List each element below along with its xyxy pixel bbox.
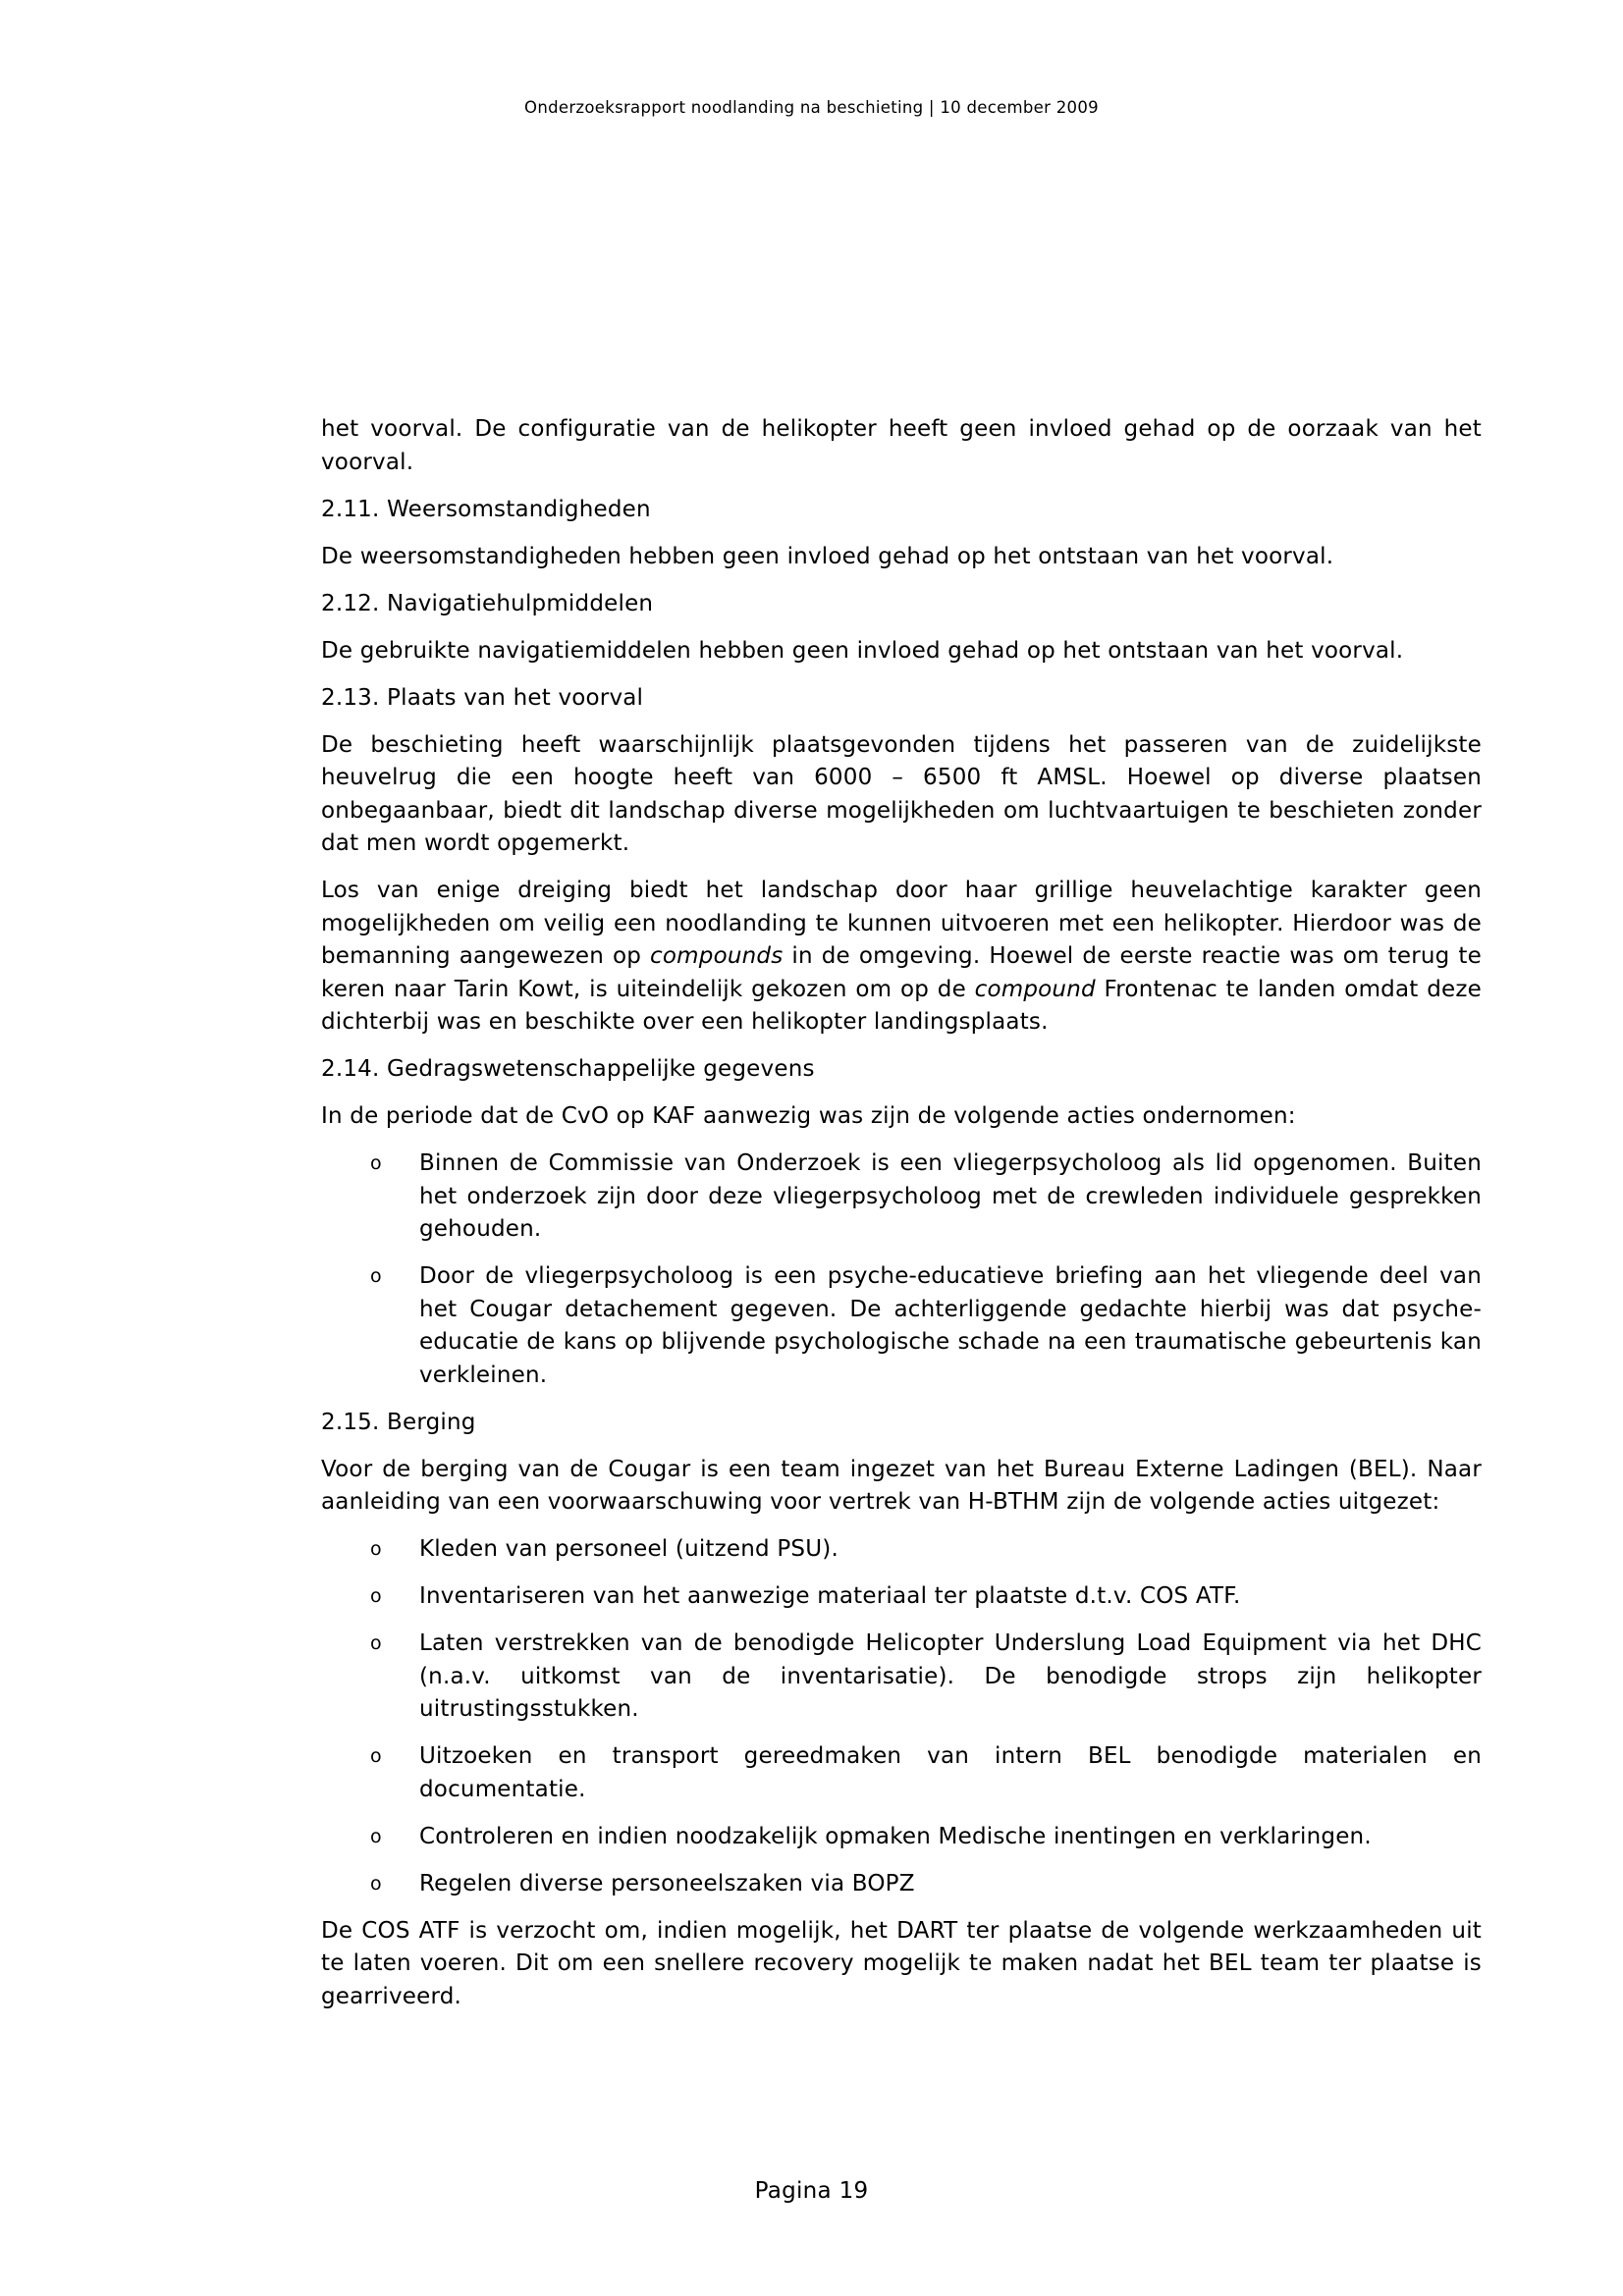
list-item-text: Regelen diverse personeelszaken via BOPZ: [419, 1870, 915, 1896]
list-item-text: Laten verstrekken van de benodigde Helicopter Underslung Load Equipment via het DHC (n.a.v. uitkomst van de inventarisatie). De benodigde strops zijn helikopter uitrustingsstukken.: [419, 1630, 1482, 1722]
section-heading-2-14: 2.14. Gedragswetenschappelijke gegevens: [321, 1056, 815, 1082]
bullet-icon: o: [370, 1872, 382, 1895]
bullet-list-2-14: [321, 1148, 1482, 1392]
paragraph-2-15: Voor de berging van de Cougar is een team ingezet van het Bureau Externe Ladingen (BEL). Naar aanleiding van een voorwaarschuwing voor vertrek van H-BTHM zijn de volgende acties uitgezet:: [321, 1456, 1482, 1515]
bullet-icon: o: [370, 1152, 382, 1174]
bullet-icon: o: [370, 1825, 382, 1847]
paragraph-2-11: De weersomstandigheden hebben geen invloed gehad op het ontstaan van het voorval.: [321, 543, 1334, 569]
list-item: [321, 1868, 1482, 1901]
bullet-icon: o: [370, 1632, 382, 1654]
section-heading-2-12: 2.12. Navigatiehulpmiddelen: [321, 590, 654, 616]
section-heading-2-11: 2.11. Weersomstandigheden: [321, 496, 651, 522]
paragraph-final: De COS ATF is verzocht om, indien mogelijk, het DART ter plaatse de volgende werkzaamheden uit te laten voeren. Dit om een snellere recovery mogelijk te maken nadat het BEL team ter plaatse is gearriveerd.: [321, 1917, 1482, 2009]
bullet-icon: o: [370, 1745, 382, 1767]
list-item: [321, 1148, 1482, 1247]
list-item-text: Door de vliegerpsycholoog is een psyche-educatieve briefing aan het vliegende deel van het Cougar detachement gegeven. De achterliggende gedachte hierbij was dat psyche-educatie de kans op blijvende psychologische schade na een traumatische gebeurtenis kan verkleinen.: [419, 1263, 1482, 1388]
paragraph-2-14: In de periode dat de CvO op KAF aanwezig was zijn de volgende acties ondernomen:: [321, 1103, 1296, 1129]
list-item-text: Inventariseren van het aanwezige materiaal ter plaatste d.t.v. COS ATF.: [419, 1583, 1241, 1609]
list-item: [321, 1628, 1482, 1727]
paragraph-intro: het voorval. De configuratie van de helikopter heeft geen invloed gehad op de oorzaak van het voorval.: [321, 416, 1482, 475]
list-item-text: Kleden van personeel (uitzend PSU).: [419, 1536, 839, 1562]
bullet-icon: o: [370, 1585, 382, 1607]
list-item-text: Controleren en indien noodzakelijk opmaken Medische inentingen en verklaringen.: [419, 1823, 1372, 1849]
bullet-icon: o: [370, 1538, 382, 1560]
emphasis-compound: compound: [974, 976, 1096, 1002]
paragraph-2-13-a: De beschieting heeft waarschijnlijk plaatsgevonden tijdens het passeren van de zuidelijkste heuvelrug die een hoogte heeft van 6000 – 6500 ft AMSL. Hoewel op diverse plaatsen onbegaanbaar, biedt dit landschap diverse mogelijkheden om luchtvaartuigen te beschieten zonder dat men wordt opgemerkt.: [321, 731, 1482, 856]
paragraph-2-12: De gebruikte navigatiemiddelen hebben geen invloed gehad op het ontstaan van het voorval.: [321, 637, 1404, 664]
paragraph-2-13-b-part2: in de omgeving. Hoewel de eerste reactie was om terug te keren naar Tarin Kowt, is uiteindelijk gekozen om op de: [321, 943, 1483, 1002]
list-item: [321, 1821, 1482, 1854]
section-heading-2-15: 2.15. Berging: [321, 1409, 476, 1435]
paragraph-2-13-b-part3: Frontenac te landen omdat deze dichterbij was en beschikte over een helikopter landingsplaats.: [321, 976, 1482, 1035]
list-item: [321, 1533, 1482, 1567]
paragraph-2-13-b: [321, 875, 1482, 1040]
list-item-text: Uitzoeken en transport gereedmaken van intern BEL benodigde materialen en documentatie.: [419, 1743, 1482, 1802]
bullet-icon: o: [370, 1265, 382, 1287]
page-number: Pagina 19: [754, 2178, 869, 2204]
paragraph-2-13-b-part1: Los van enige dreiging biedt het landschap door haar grillige heuvelachtige karakter geen mogelijkheden om veilig een noodlanding te kunnen uitvoeren met een helikopter. Hierdoor was de bemanning aangewezen op: [321, 878, 1482, 969]
bullet-list-2-15: [321, 1533, 1482, 1900]
running-header: Onderzoeksrapport noodlanding na beschieting | 10 december 2009: [524, 98, 1099, 117]
list-item: [321, 1260, 1482, 1392]
list-item-text: Binnen de Commissie van Onderzoek is een vliegerpsycholoog als lid opgenomen. Buiten het onderzoek zijn door deze vliegerpsycholoog met de crewleden individuele gesprekken gehouden.: [419, 1150, 1482, 1242]
emphasis-compounds: compounds: [650, 943, 784, 969]
list-item: [321, 1580, 1482, 1614]
list-item: [321, 1740, 1482, 1806]
document-body: [321, 413, 1482, 2028]
section-heading-2-13: 2.13. Plaats van het voorval: [321, 684, 644, 711]
